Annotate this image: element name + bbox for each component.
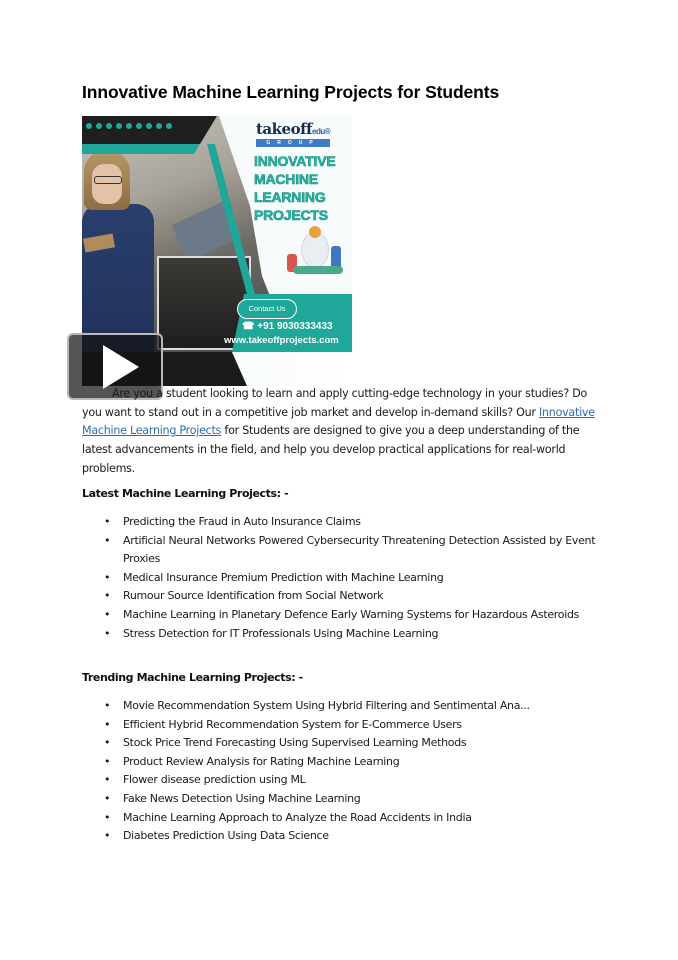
logo-group: GROUP: [256, 139, 330, 147]
headline-line: MACHINE: [254, 171, 318, 187]
latest-projects-list: [82, 513, 602, 643]
latest-heading: Latest Machine Learning Projects: -: [82, 487, 289, 500]
trending-heading: Trending Machine Learning Projects: -: [82, 671, 303, 684]
bullet-icon: •: [104, 791, 111, 805]
bullet-icon: •: [104, 717, 111, 731]
phone-icon: ☎: [242, 321, 255, 332]
student-face: [92, 164, 122, 204]
banner-headline: [254, 152, 336, 224]
list-item: [82, 532, 602, 569]
ai-illustration: [287, 226, 347, 276]
page-title: Innovative Machine Learning Projects for Students: [82, 82, 500, 102]
bullet-icon: •: [104, 570, 111, 584]
intro-paragraph: [82, 385, 602, 479]
list-item: [82, 753, 602, 772]
list-item: [82, 734, 602, 753]
ml-projects-link[interactable]: Innovative Machine Learning Projects: [82, 405, 595, 438]
bullet-icon: •: [104, 810, 111, 824]
glasses-icon: [94, 176, 122, 184]
bullet-icon: •: [104, 607, 111, 621]
bullet-icon: •: [104, 773, 111, 787]
contact-us-button: Contact Us: [237, 299, 297, 319]
bullet-icon: •: [104, 515, 111, 528]
phone-text: +91 9030333433: [257, 321, 333, 332]
list-item-text: Diabetes Prediction Using Data Science: [123, 829, 329, 843]
headline-line: PROJECTS: [254, 207, 328, 223]
logo-suffix: edu: [312, 127, 325, 136]
list-item-text: Machine Learning Approach to Analyze the Road Accidents in India: [123, 810, 472, 824]
bullet-icon: •: [104, 626, 111, 640]
list-item-text: Stress Detection for IT Professionals Using Machine Learning: [123, 626, 439, 640]
headline-line: INNOVATIVE: [254, 153, 336, 169]
list-item: [82, 606, 602, 625]
list-item-text: Efficient Hybrid Recommendation System for E-Commerce Users: [123, 717, 462, 731]
bullet-icon: •: [104, 699, 111, 712]
play-icon: [103, 345, 139, 389]
decorative-dots: [86, 123, 172, 129]
logo-registered: ®: [324, 127, 331, 136]
gear-icon: [309, 226, 321, 238]
bullet-icon: •: [104, 736, 111, 750]
list-item: [82, 569, 602, 588]
list-item: [82, 513, 602, 532]
website-url: www.takeoffprojects.com: [224, 335, 339, 346]
plant-icon: [293, 266, 343, 274]
trending-projects-list: [82, 697, 602, 846]
list-item-text: Product Review Analysis for Rating Machine Learning: [123, 754, 400, 768]
list-item-text: Flower disease prediction using ML: [123, 773, 306, 787]
list-item-text: Rumour Source Identification from Social Network: [123, 589, 384, 603]
list-item: [82, 716, 602, 735]
list-item-text: Fake News Detection Using Machine Learning: [123, 791, 361, 805]
list-item: [82, 809, 602, 828]
list-item-text: Machine Learning in Planetary Defence Early Warning Systems for Hazardous Asteroids: [123, 607, 580, 621]
logo-brand: takeoff: [256, 120, 312, 138]
list-item-text: Movie Recommendation System Using Hybrid Filtering and Sentimental Ana...: [123, 699, 530, 712]
list-item-text: Stock Price Trend Forecasting Using Supervised Learning Methods: [123, 736, 467, 750]
phone-number: [242, 321, 333, 332]
bullet-icon: •: [104, 589, 111, 603]
list-item: [82, 790, 602, 809]
list-item: [82, 771, 602, 790]
headline-line: LEARNING: [254, 189, 326, 205]
takeoff-logo: [256, 120, 330, 147]
list-item-text: Medical Insurance Premium Prediction with Machine Learning: [123, 570, 444, 584]
list-item: [82, 625, 602, 644]
list-item: [82, 587, 602, 606]
intro-text: for Students are designed to give you a deep understanding of the latest advancements in the field, and help you develop practical applications for real-world problems.: [82, 424, 580, 475]
bullet-icon: •: [104, 829, 111, 843]
bullet-icon: •: [104, 533, 111, 547]
bullet-icon: •: [104, 754, 111, 768]
list-item: [82, 697, 602, 716]
intro-text: Are you a student looking to learn and apply cutting-edge technology in your studies? Do you want to stand out in a competitive job market and develop in-demand skills? Our: [82, 387, 588, 419]
list-item: [82, 827, 602, 846]
list-item-text: Predicting the Fraud in Auto Insurance Claims: [123, 515, 361, 528]
list-item-text: Artificial Neural Networks Powered Cybersecurity Threatening Detection Assisted by Event Proxies: [123, 533, 596, 566]
